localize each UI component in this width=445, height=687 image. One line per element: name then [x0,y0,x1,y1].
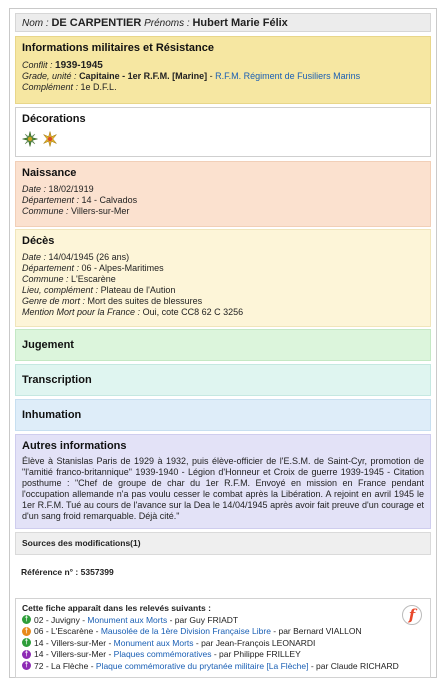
fiche-container [9,8,437,678]
naissance-dept-label: Département : [22,195,80,205]
deces-section [15,229,431,327]
deces-commune-label: Commune : [22,274,69,284]
prenoms-value: Hubert Marie Félix [192,17,288,29]
deces-title: Décès [22,235,55,247]
naissance-date: 18/02/1919 [48,184,94,194]
naissance-dept: 14 - Calvados [81,195,138,205]
naissance-commune-label: Commune : [22,206,69,216]
releve-type-icon: † [22,638,31,647]
releve-link[interactable]: Mausolée de la 1ère Division Française Libre [100,626,271,637]
grade-separator: - [207,71,216,81]
deces-mention-label: Mention Mort pour la France : [22,307,141,317]
naissance-title: Naissance [22,167,77,179]
sources-label: Sources des modifications(1) [22,538,141,548]
decorations-title: Décorations [22,113,86,125]
deces-mention: Oui, cote CC8 62 C 3256 [142,307,244,317]
military-title: Informations militaires et Résistance [22,42,214,54]
conflit-label: Conflit : [22,60,53,70]
releve-link[interactable]: Plaque commémorative du prytanée militaire [La Flèche] [95,660,309,671]
releve-row [22,614,424,626]
releve-type-icon: † [22,615,31,624]
deces-date-label: Date : [22,252,47,262]
naissance-commune: Villers-sur-Mer [71,206,130,216]
releve-link[interactable]: Plaques commémoratives [113,649,212,660]
naissance-section [15,161,431,227]
autres-text: Élève à Stanislas Paris de 1929 à 1932, puis élève-officier de l'E.S.M. de Saint-Cyr, promotion de "l'amitié franco-britannique" 1939-1940 - Légion d'Honneur et Croix de guerre 1939-1945 - Citation posthume : "Chef de groupe de char du 1er R.F.M. Envoyé en mission en France pendant l'occupation allemande n'a pas voulu cesser le combat après la Libération. A rejoint en avril 1945 le 1er R.F.M. Tué au cours de l'avance sur la Dea le 14/04/1945 après avoir fait preuve d'un courage et d'un sang froid remarquable. Déjà cité." [22,456,424,521]
sources-section[interactable] [15,532,431,555]
transcription-section[interactable] [15,364,431,396]
transcription-title: Transcription [22,374,92,386]
complement-label: Complément : [22,82,79,92]
naissance-date-label: Date : [22,184,47,194]
releve-row [22,660,424,672]
releve-author: - par Philippe FRILLEY [211,649,301,660]
releve-author: - par Claude RICHARD [308,660,399,671]
jugement-section[interactable] [15,329,431,361]
deces-genre-label: Genre de mort : [22,296,86,306]
releve-link[interactable]: Monument aux Morts [87,614,168,625]
releve-type-icon: † [22,650,31,659]
complement-value: 1e D.F.L. [80,82,117,92]
releve-row [22,626,424,638]
autres-section [15,434,431,529]
nom-value: DE CARPENTIER [51,17,142,29]
military-section [15,36,431,104]
decorations-section [15,107,431,157]
grade-label: Grade, unité : [22,71,77,81]
releve-place: 06 - L'Escarène - [34,626,101,637]
releve-place: 14 - Villers-sur-Mer - [34,637,114,648]
legion-honneur-icon[interactable] [42,131,58,149]
releve-author: - par Guy FRIADT [167,614,239,625]
releve-row [22,637,424,649]
deces-dept: 06 - Alpes-Maritimes [81,263,164,273]
releve-row [22,649,424,661]
releves-title: Cette fiche apparaît dans les relevés suivants : [22,603,211,613]
nom-label: Nom : [22,18,49,29]
deces-lieu-label: Lieu, complément : [22,285,99,295]
prenoms-label: Prénoms : [144,18,190,29]
releve-type-icon: † [22,661,31,670]
deces-lieu: Plateau de l'Aution [100,285,176,295]
reference-section [15,562,431,582]
deces-dept-label: Département : [22,263,80,273]
jugement-title: Jugement [22,339,74,351]
releve-type-icon: † [22,627,31,636]
conflit-value: 1939-1945 [55,60,103,71]
reference-value: 5357399 [80,567,114,577]
deces-genre: Mort des suites de blessures [87,296,203,306]
releve-place: 02 - Juvigny - [34,614,88,625]
inhumation-section[interactable] [15,399,431,431]
releve-author: - par Bernard VIALLON [270,626,362,637]
facebook-icon[interactable]: f [402,605,422,625]
releve-link[interactable]: Monument aux Morts [113,637,194,648]
unite-link[interactable]: R.F.M. Régiment de Fusiliers Marins [215,71,361,81]
reference-label: Référence n° : [21,567,79,577]
releve-place: 72 - La Flèche - [34,660,96,671]
deces-commune: L'Escarène [71,274,116,284]
deces-date: 14/04/1945 (26 ans) [48,252,130,262]
croix-de-guerre-icon[interactable] [22,131,38,149]
releve-place: 14 - Villers-sur-Mer - [34,649,114,660]
grade-value: Capitaine - 1er R.F.M. [Marine] [79,71,208,81]
releve-author: - par Jean-François LEONARDI [193,637,316,648]
inhumation-title: Inhumation [22,409,82,421]
releves-section [15,598,431,678]
autres-title: Autres informations [22,440,127,452]
identity-bar [15,13,431,32]
